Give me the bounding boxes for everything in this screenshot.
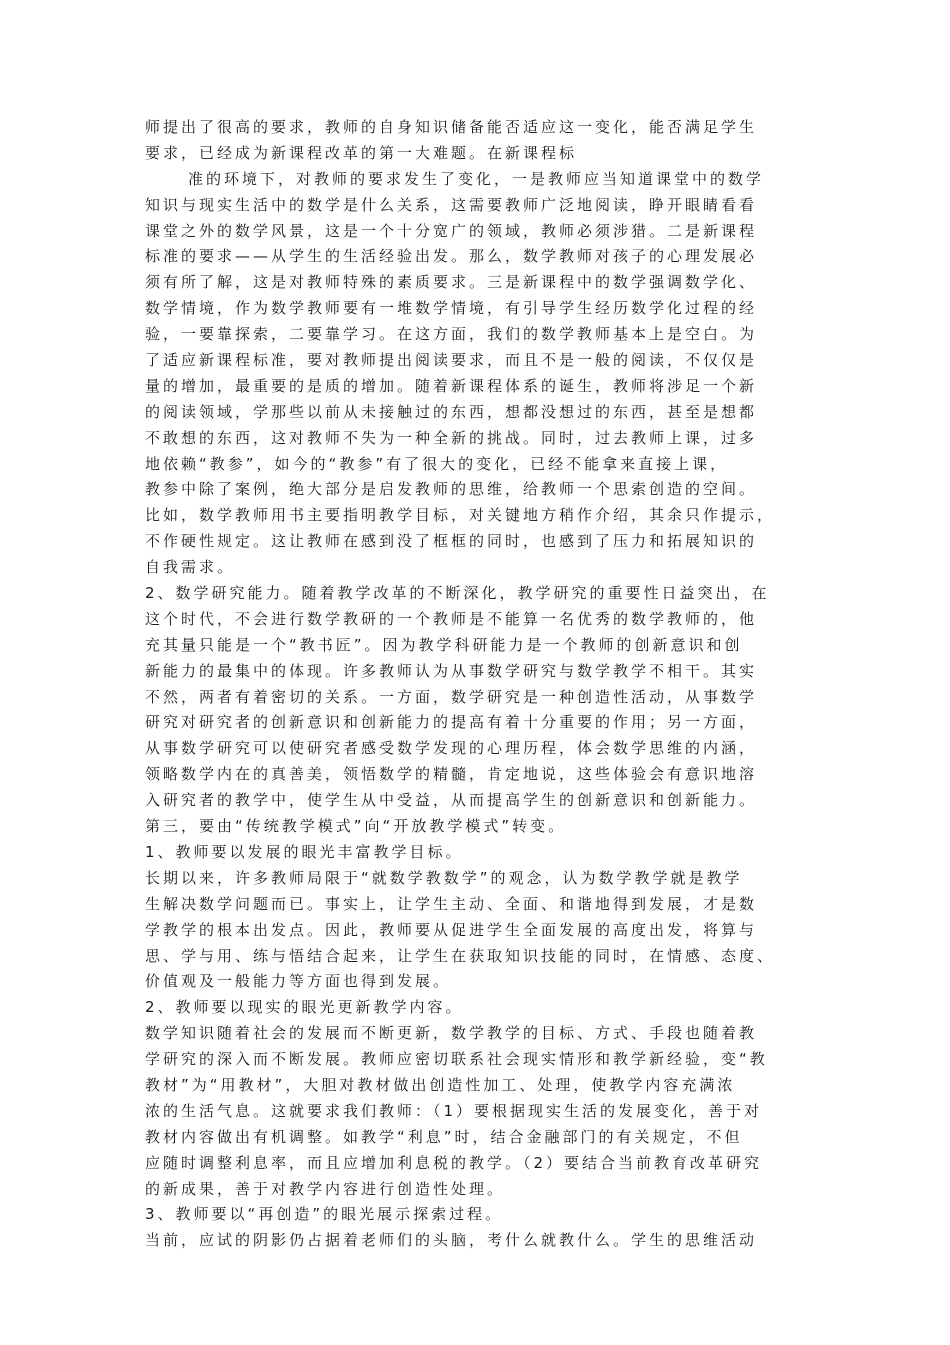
text-line: 比如，数学教师用书主要指明教学目标，对关键地方稍作介绍，其余只作提示， xyxy=(145,506,776,525)
text-line: 师提出了很高的要求，教师的自身知识储备能否适应这一变化，能否满足学生 xyxy=(145,118,758,136)
text-line: 的阅读领域，学那些以前从未接触过的东西，想都没想过的东西，甚至是想都 xyxy=(145,402,758,421)
text-line: 不作硬性规定。这让教师在感到没了框框的同时，也感到了压力和拓展知识的 xyxy=(145,532,758,551)
section-heading: 第三，要由“传统教学模式”向“开放教学模式”转变。 xyxy=(145,817,567,836)
text-line: 长期以来，许多教师局限于“就数学教数学”的观念，认为数学教学就是教学 xyxy=(145,868,743,887)
text-line: 生解决数学问题而已。事实上，让学生主动、全面、和谐地得到发展，才是数 xyxy=(145,894,758,913)
text-line: 数学情境，作为数学教师要有一堆数学情境，有引导学生经历数学化过程的经 xyxy=(145,299,758,318)
text-line: 思、学与用、练与悟结合起来，让学生在获取知识技能的同时，在情感、态度、 xyxy=(145,946,776,965)
text-line: 教材”为“用教材”，大胆对教材做出创造性加工、处理，使教学内容充满浓 xyxy=(145,1075,736,1094)
text-line: 应随时调整利息率，而且应增加利息税的教学。（2）要结合当前教育改革研究 xyxy=(145,1153,763,1172)
text-line: 从事数学研究可以使研究者感受数学发现的心理历程，体会数学思维的内涵， xyxy=(145,739,758,758)
text-line: 不敢想的东西，这对教师不失为一种全新的挑战。同时，过去教师上课，过多 xyxy=(145,428,758,447)
text-line: 新能力的最集中的体现。许多教师认为从事数学研究与数学教学不相干。其实 xyxy=(145,661,758,680)
text-line: 知识与现实生活中的数学是什么关系，这需要教师广泛地阅读，睁开眼睛看看 xyxy=(145,195,758,214)
text-line: 当前，应试的阴影仍占据着老师们的头脑，考什么就教什么。学生的思维活动 xyxy=(145,1231,758,1250)
text-line: 教材内容做出有机调整。如教学“利息”时，结合金融部门的有关规定，不但 xyxy=(145,1127,743,1146)
subheading: 2、教师要以现实的眼光更新教学内容。 xyxy=(145,998,464,1017)
text-line: 入研究者的教学中，使学生从中受益，从而提高学生的创新意识和创新能力。 xyxy=(145,791,758,810)
text-line: 的新成果，善于对教学内容进行创造性处理。 xyxy=(145,1179,506,1198)
text-line: 不然，两者有着密切的关系。一方面，数学研究是一种创造性活动，从事数学 xyxy=(145,687,758,706)
text-line: 这个时代，不会进行数学教研的一个教师是不能算一名优秀的数学教师的，他 xyxy=(145,609,758,628)
text-line: 浓的生活气息。这就要求我们教师：（1）要根据现实生活的发展变化，善于对 xyxy=(145,1101,763,1120)
text-line: 价值观及一般能力等方面也得到发展。 xyxy=(145,972,452,991)
text-line: 要求，已经成为新课程改革的第一大难题。在新课程标 xyxy=(145,143,578,162)
text-line: 充其量只能是一个“教书匠”。因为教学科研能力是一个教师的创新意识和创 xyxy=(145,635,743,654)
text-line: 标准的要求——从学生的生活经验出发。那么，数学教师对孩子的心理发展必 xyxy=(145,247,758,266)
text-line: 验，一要靠探索，二要靠学习。在这方面，我们的数学教师基本上是空白。为 xyxy=(145,325,758,344)
text-line: 学教学的根本出发点。因此，教师要从促进学生全面发展的高度出发，将算与 xyxy=(145,920,758,939)
text-line: 教参中除了案例，绝大部分是启发教师的思维，给教师一个思索创造的空间。 xyxy=(145,480,758,499)
text-line: 准的环境下，对教师的要求发生了变化，一是教师应当知道课堂中的数学 xyxy=(188,169,765,188)
text-line: 地依赖“教参”，如今的“教参”有了很大的变化，已经不能拿来直接上课， xyxy=(145,454,729,473)
subheading: 1、教师要以发展的眼光丰富教学目标。 xyxy=(145,842,464,861)
text-line: 量的增加，最重要的是质的增加。随着新课程体系的诞生，教师将涉足一个新 xyxy=(145,376,758,395)
text-line: 研究对研究者的创新意识和创新能力的提高有着十分重要的作用；另一方面， xyxy=(145,713,758,732)
text-line: 课堂之外的数学风景，这是一个十分宽广的领域，教师必须涉猎。二是新课程 xyxy=(145,221,758,240)
document-body xyxy=(145,115,810,1254)
text-line: 自我需求。 xyxy=(145,558,236,577)
subheading: 3、教师要以“再创造”的眼光展示探索过程。 xyxy=(145,1205,504,1224)
text-line: 数学知识随着社会的发展而不断更新，数学教学的目标、方式、手段也随着教 xyxy=(145,1024,758,1043)
text-line: 须有所了解，这是对教师特殊的素质要求。三是新课程中的数学强调数学化、 xyxy=(145,273,758,292)
text-line: 2、数学研究能力。随着教学改革的不断深化，教学研究的重要性日益突出，在 xyxy=(145,584,770,603)
text-line: 领略数学内在的真善美，领悟数学的精髓，肯定地说，这些体验会有意识地溶 xyxy=(145,765,758,784)
text-line: 学研究的深入而不断发展。教师应密切联系社会现实情形和教学新经验，变“教 xyxy=(145,1050,768,1069)
text-line: 了适应新课程标准，要对教师提出阅读要求，而且不是一般的阅读，不仅仅是 xyxy=(145,351,758,370)
